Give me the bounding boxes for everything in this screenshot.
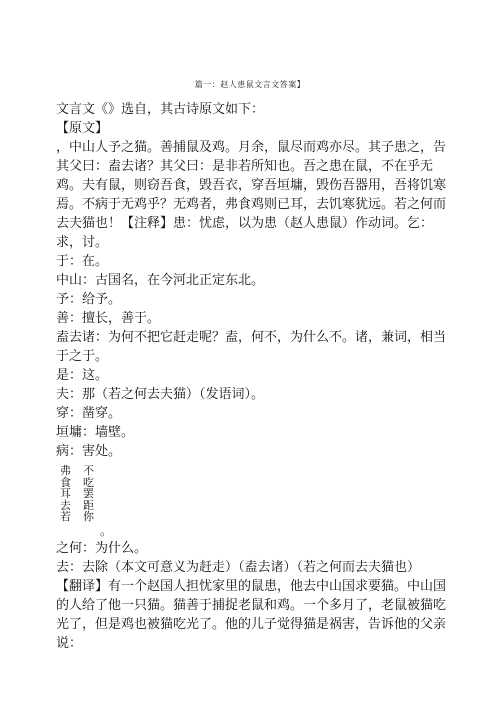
note-paragraph: 夫：那（若之何去夫猫）（发语词）。 bbox=[56, 387, 265, 402]
document-body bbox=[56, 100, 448, 653]
document-title: 篇一：赵人患鼠文言文答案】 bbox=[194, 80, 306, 89]
glossary-char: 距 bbox=[83, 498, 94, 512]
glossary-char: 耳 bbox=[60, 487, 71, 500]
note-paragraph: 于：在。 bbox=[56, 254, 109, 269]
glossary-char: 你 bbox=[83, 510, 94, 523]
translation-paragraph: 【翻译】有一个赵国人担忧家里的鼠患，他去中山国求要猫。中山国的人给了他一只猫。猫善于捕捉老鼠和鸡。一个多月了，老鼠被猫吃光了，但是鸡也被猫吃光了。他的儿子觉得猫是祸害，告诉他的父亲说： bbox=[56, 578, 447, 651]
note-paragraph: 去：去除（本文可意义为赶走）（盍去诸）（若之何而去夫猫也） bbox=[56, 559, 421, 575]
note-paragraph: 中山：古国名，在今河北正定东北。 bbox=[56, 273, 265, 288]
glossary-column-classical bbox=[60, 465, 71, 523]
glossary-char: 去 bbox=[60, 498, 71, 512]
note-paragraph: 病：害处。 bbox=[56, 444, 122, 459]
note-paragraph: 穿：凿穿。 bbox=[56, 406, 122, 421]
glossary-char: 罢 bbox=[83, 487, 94, 500]
glossary-end-mark: 。 bbox=[100, 523, 113, 538]
glossary-column-modern bbox=[83, 465, 94, 523]
note-paragraph: 予：给予。 bbox=[56, 292, 122, 307]
note-paragraph: 之何：为什么。 bbox=[56, 540, 148, 556]
glossary-char: 弗 bbox=[60, 464, 71, 477]
glossary-vertical-block bbox=[60, 465, 448, 523]
note-paragraph: 盍去诸：为何不把它赶走呢？盍，何不，为什么不。诸，兼词，相当于之于。 bbox=[56, 330, 447, 364]
note-paragraph: 是：这。 bbox=[56, 368, 109, 383]
glossary-char: 吃 bbox=[83, 475, 94, 489]
section-heading-original: 【原文】 bbox=[56, 121, 109, 136]
note-paragraph: 善：擅长，善于。 bbox=[56, 311, 161, 326]
glossary-char: 食 bbox=[60, 475, 71, 489]
intro-paragraph: 文言文《》选自，其古诗原文如下： bbox=[56, 102, 265, 117]
note-paragraph: 垣墉：墙壁。 bbox=[56, 425, 135, 440]
glossary-char: 不 bbox=[83, 464, 94, 477]
glossary-char: 若 bbox=[60, 510, 71, 523]
original-text-paragraph: ，中山人予之猫。善捕鼠及鸡。月余，鼠尽而鸡亦尽。其子患之，告其父曰：盍去诸？其父曰：是非若所知也。吾之患在鼠，不在乎无鸡。夫有鼠，则窃吾食，毁吾衣，穿吾垣墉，毁伤吾器用，吾将饥寒焉。不病于无鸡乎？无鸡者，弗食鸡则已耳，去饥寒犹远。若之何而去夫猫也！【注释】患：忧虑，以为患（赵人患鼠）作动词。乞：求，讨。 bbox=[56, 140, 447, 250]
